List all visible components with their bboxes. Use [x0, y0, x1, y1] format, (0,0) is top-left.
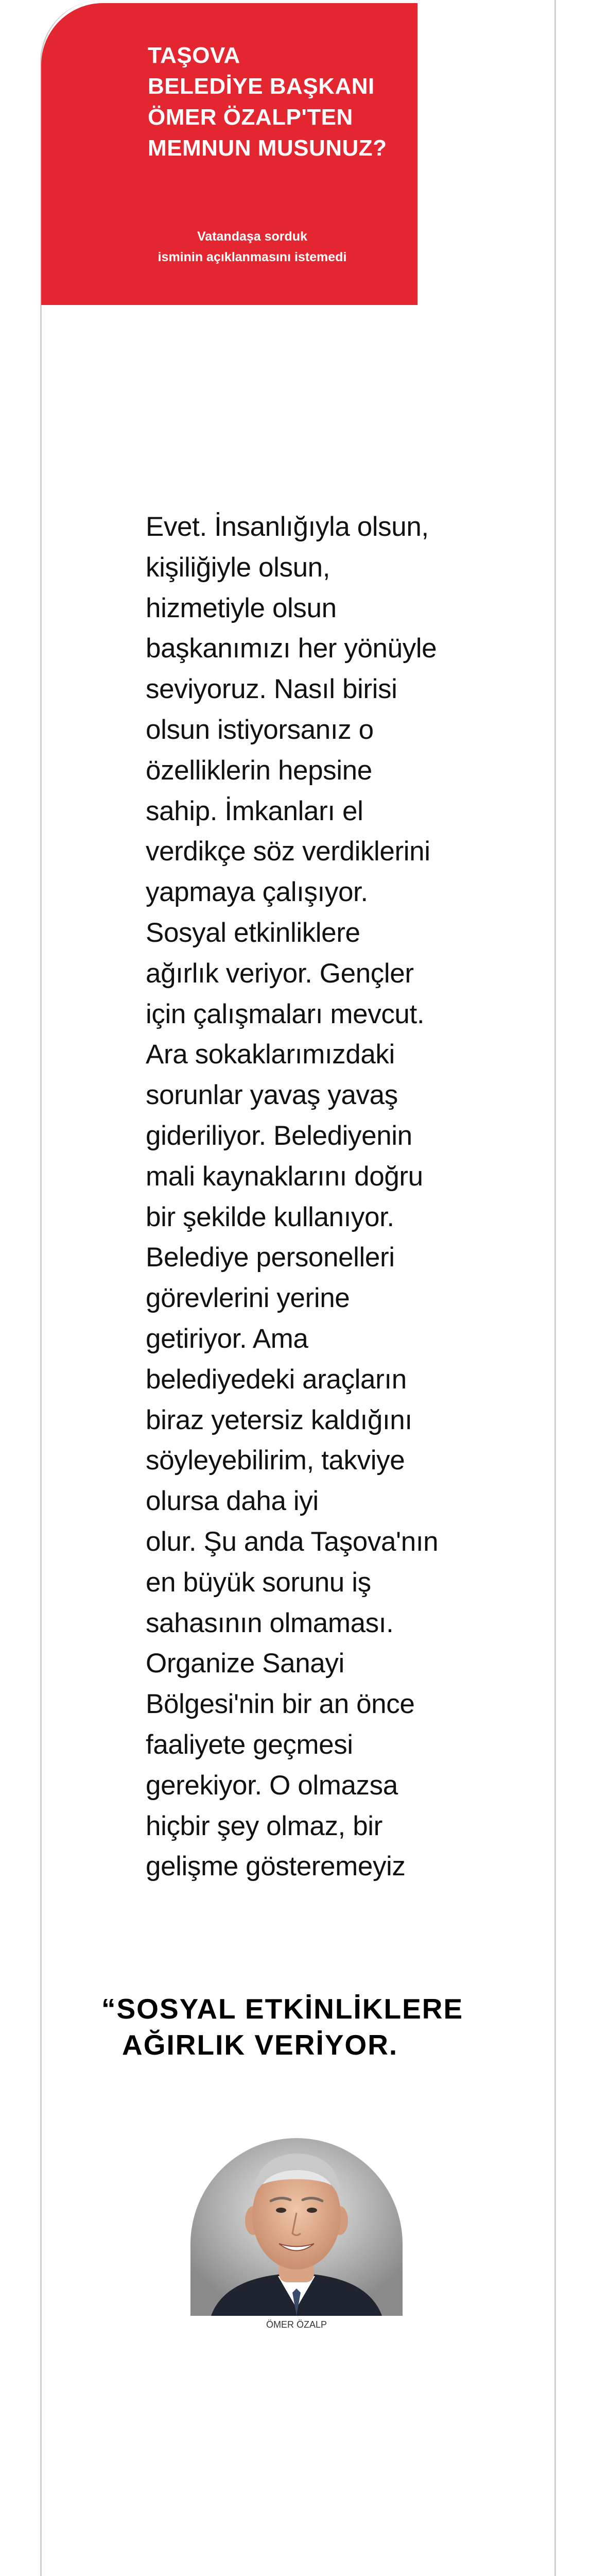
body-line: getiriyor. Ama [146, 1323, 308, 1354]
body-line: sahasının olmaması. [146, 1607, 394, 1638]
body-line: belediyedeki araçların [146, 1364, 407, 1395]
body-line: başkanımızı her yönüyle [146, 633, 437, 664]
body-line: olur. Şu anda Taşova'nın [146, 1526, 439, 1557]
pull-quote-line: “SOSYAL ETKİNLİKLERE [101, 1993, 464, 2025]
body-line: Ara sokaklarımızdaki [146, 1039, 395, 1070]
body-line: seviyoruz. Nasıl birisi [146, 674, 397, 705]
body-line: ağırlık veriyor. Gençler [146, 958, 414, 989]
pull-quote-line: AĞIRLIK VERİYOR. [122, 2029, 398, 2061]
headline-line: TAŞOVA [148, 43, 240, 68]
body-line: Organize Sanayi [146, 1648, 344, 1679]
body-line: faaliyete geçmesi [146, 1729, 353, 1760]
subheadline-line: Vatandaşa sorduk [197, 229, 307, 244]
headline-line: ÖMER ÖZALP'TEN [148, 105, 353, 130]
body-line: olsun istiyorsanız o [146, 714, 374, 745]
headline-line: MEMNUN MUSUNUZ? [148, 135, 387, 161]
subheadline-line: isminin açıklanmasını istemedi [158, 250, 347, 264]
article-body [146, 507, 475, 1887]
body-line: olursa daha iyi [146, 1486, 319, 1517]
body-line: görevlerini yerine [146, 1283, 350, 1314]
body-line: en büyük sorunu iş [146, 1567, 371, 1598]
body-line: biraz yetersiz kaldığını [146, 1404, 412, 1435]
body-line: bir şekilde kullanıyor. [146, 1201, 394, 1232]
avatar [190, 2138, 403, 2316]
portrait-illustration [190, 2138, 403, 2316]
header-banner [41, 3, 417, 305]
body-line: hizmetiyle olsun [146, 592, 337, 623]
body-line: hiçbir şey olmaz, bir [146, 1810, 382, 1841]
portrait-caption: ÖMER ÖZALP [266, 2319, 327, 2330]
body-line: sahip. İmkanları el [146, 795, 363, 826]
body-line: Evet. İnsanlığıyla olsun, [146, 512, 429, 542]
frame-right-line [554, 0, 556, 2576]
body-line: mali kaynaklarını doğru [146, 1161, 423, 1192]
body-line: gerekiyor. O olmazsa [146, 1770, 398, 1801]
body-line: için çalışmaları mevcut. [146, 998, 425, 1029]
body-line: Sosyal etkinliklere [146, 917, 360, 948]
body-line: yapmaya çalışıyor. [146, 877, 368, 908]
body-line: sorunlar yavaş yavaş [146, 1080, 398, 1111]
body-line: Belediye personelleri [146, 1242, 395, 1273]
pull-quote [101, 1991, 524, 2063]
subheadline [139, 226, 365, 267]
headline-line: BELEDİYE BAŞKANI [148, 74, 375, 99]
body-line: söyleyebilirim, takviye [146, 1445, 405, 1476]
body-line: özelliklerin hepsine [146, 755, 372, 786]
body-line: verdikçe söz verdiklerini [146, 836, 430, 867]
frame-left-line [40, 0, 102, 2576]
headline [148, 40, 436, 164]
body-line: gideriliyor. Belediyenin [146, 1120, 412, 1151]
body-line: kişiliğiyle olsun, [146, 552, 330, 583]
body-line: gelişme gösteremeyiz [146, 1851, 406, 1882]
body-line: Bölgesi'nin bir an önce [146, 1689, 415, 1720]
